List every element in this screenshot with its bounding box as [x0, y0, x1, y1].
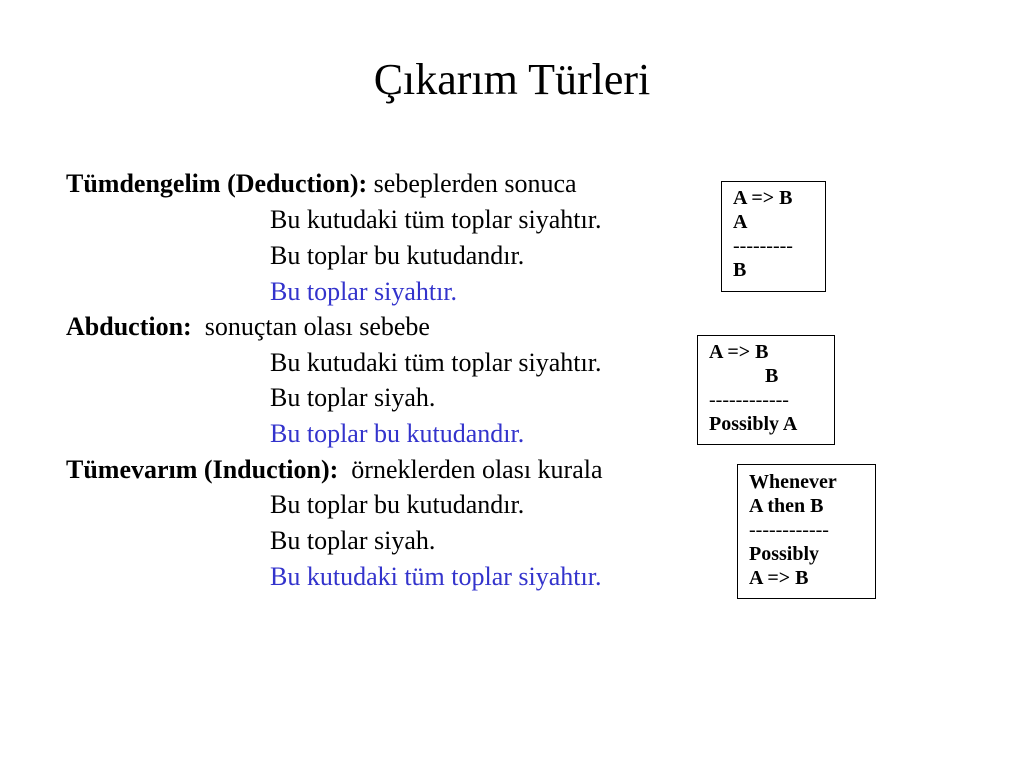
deduction-box-line-3: B: [733, 259, 747, 281]
induction-term: Tümevarım (Induction):: [66, 455, 339, 484]
deduction-term: Tümdengelim (Deduction):: [66, 169, 368, 198]
abduction-box-line-1: A => B: [709, 341, 769, 363]
induction-box-line-1: Whenever: [749, 471, 837, 493]
deduction-heading: [66, 168, 577, 200]
induction-box-divider: ------------: [749, 519, 829, 541]
induction-conclusion: Bu kutudaki tüm toplar siyahtır.: [270, 562, 602, 591]
deduction-premise-2: Bu toplar bu kutudandır.: [270, 241, 525, 270]
abduction-description: sonuçtan olası sebebe: [191, 312, 430, 341]
induction-box-line-3: Possibly: [749, 543, 820, 565]
abduction-premise-2: Bu toplar siyah.: [270, 383, 436, 412]
induction-logic-box: [737, 464, 876, 599]
abduction-box-line-3: Possibly A: [709, 413, 798, 435]
deduction-box-divider: ---------: [733, 235, 793, 257]
abduction-logic-box: [697, 335, 835, 445]
abduction-term: Abduction:: [66, 312, 192, 341]
deduction-box-line-2: A: [733, 211, 748, 233]
slide-title: Çıkarım Türleri: [373, 55, 651, 104]
induction-description: örneklerden olası kurala: [338, 455, 603, 484]
abduction-heading: [66, 311, 430, 343]
abduction-box-divider: ------------: [709, 389, 789, 411]
deduction-description: sebeplerden sonuca: [367, 169, 577, 198]
deduction-conclusion: Bu toplar siyahtır.: [270, 277, 458, 306]
deduction-box-line-1: A => B: [733, 187, 793, 209]
induction-premise-2: Bu toplar siyah.: [270, 526, 436, 555]
induction-heading: [66, 454, 603, 486]
deduction-premise-1: Bu kutudaki tüm toplar siyahtır.: [270, 205, 602, 234]
induction-box-line-2: A then B: [749, 495, 824, 517]
abduction-conclusion: Bu toplar bu kutudandır.: [270, 419, 525, 448]
abduction-premise-1: Bu kutudaki tüm toplar siyahtır.: [270, 348, 602, 377]
induction-box-line-4: A => B: [749, 567, 809, 589]
abduction-box-line-2: B: [765, 365, 779, 387]
deduction-logic-box: [721, 181, 826, 292]
induction-premise-1: Bu toplar bu kutudandır.: [270, 490, 525, 519]
